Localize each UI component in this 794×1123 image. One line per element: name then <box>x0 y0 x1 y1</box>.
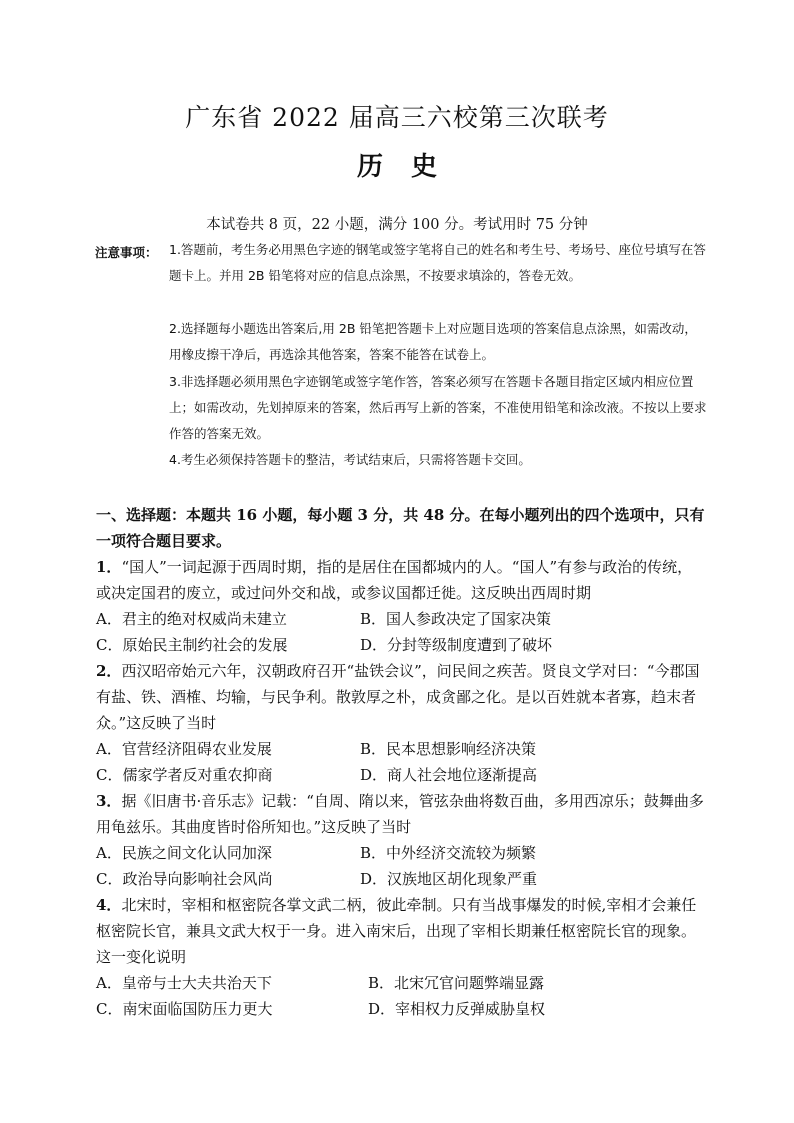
option-3d[interactable]: D．汉族地区胡化现象严重 <box>360 870 538 888</box>
option-3b[interactable]: B．中外经济交流较为频繁 <box>360 844 537 862</box>
question-3-stem <box>96 788 706 840</box>
notes-label: 注意事项： <box>95 245 158 260</box>
question-4-stem <box>96 892 706 970</box>
option-2a[interactable]: A．官营经济阻碍农业发展 <box>96 740 272 758</box>
exam-subject <box>0 146 794 183</box>
question-1-text: “国人”一词起源于西周时期，指的是居住在国都城内的人。“国人”有参与政治的传统，或决定国君的废立，或过问外交和战，或参议国都迁徙。这反映出西周时期 <box>96 558 693 602</box>
option-3a[interactable]: A．民族之间文化认同加深 <box>96 844 272 862</box>
option-3c[interactable]: C．政治导向影响社会风尚 <box>96 870 273 888</box>
option-4a[interactable]: A．皇帝与士大夫共治天下 <box>96 974 272 992</box>
question-1-number: 1． <box>96 558 122 576</box>
option-1b[interactable]: B．国人参政决定了国家决策 <box>360 610 552 628</box>
note-item-4: 4.考生必须保持答题卡的整洁，考试结束后，只需将答题卡交回。 <box>169 452 531 467</box>
note-item-1: 1.答题前，考生务必用黑色字迹的钢笔或签字笔将自己的姓名和考生号、考场号、座位号填写在答题卡上。并用 2B 铅笔将对应的信息点涂黑，不按要求填涂的，答卷无效。 <box>169 242 706 283</box>
option-2c[interactable]: C．儒家学者反对重农抑商 <box>96 766 273 784</box>
subject-char-1: 历 <box>356 152 383 182</box>
option-4d[interactable]: D．宰相权力反弹威胁皇权 <box>368 1000 546 1018</box>
question-2-stem <box>96 658 706 736</box>
option-2b[interactable]: B．民本思想影响经济决策 <box>360 740 537 758</box>
note-item-3: 3.非选择题必须用黑色字迹钢笔或签字笔作答，答案必须写在答题卡各题目指定区域内相应位置上；如需改动，先划掉原来的答案，然后再写上新的答案，不准使用铅笔和涂改液。不按以上要求作答的答案无效。 <box>169 374 707 441</box>
option-1c[interactable]: C．原始民主制约社会的发展 <box>96 636 288 654</box>
subject-char-2: 史 <box>411 152 438 182</box>
question-3-text: 据《旧唐书·音乐志》记载：“自周、隋以来，管弦杂曲将数百曲，多用西凉乐；鼓舞曲多用龟兹乐。其曲度皆时俗所知也。”这反映了当时 <box>96 792 704 836</box>
exam-title: 广东省 2022 届高三六校第三次联考 <box>185 103 609 132</box>
question-2-number: 2． <box>96 662 122 680</box>
exam-info: 本试卷共 8 页，22 小题，满分 100 分。考试用时 75 分钟 <box>206 217 588 233</box>
option-4b[interactable]: B．北宋冗官问题弊端显露 <box>368 974 545 992</box>
note-item-2: 2.选择题每小题选出答案后,用 2B 铅笔把答题卡上对应题目选项的答案信息点涂黑，如需改动，用橡皮擦干净后，再选涂其他答案，答案不能答在试卷上。 <box>169 321 697 362</box>
question-3-number: 3． <box>96 792 122 810</box>
question-4-text: 北宋时，宰相和枢密院各掌文武二柄，彼此牵制。只有当战事爆发的时候,宰相才会兼任枢密院长官，兼具文武大权于一身。进入南宋后，出现了宰相长期兼任枢密院长官的现象。这一变化说明 <box>96 896 697 966</box>
question-2-text: 西汉昭帝始元六年，汉朝政府召开“盐铁会议”，问民间之疾苦。贤良文学对曰：“今郡国有盐、铁、酒榷、均输，与民争利。散敦厚之朴，成贪鄙之化。是以百姓就本者寡，趋末者众。”这反映了当时 <box>96 662 700 732</box>
option-2d[interactable]: D．商人社会地位逐渐提高 <box>360 766 538 784</box>
question-1-stem <box>96 554 706 606</box>
question-4-number: 4． <box>96 896 122 914</box>
section-title: 一、选择题：本题共 16 小题，每小题 3 分，共 48 分。在每小题列出的四个选项中，只有一项符合题目要求。 <box>96 506 705 550</box>
option-1d[interactable]: D．分封等级制度遭到了破坏 <box>360 636 553 654</box>
option-1a[interactable]: A．君主的绝对权威尚未建立 <box>96 610 287 628</box>
option-4c[interactable]: C．南宋面临国防压力更大 <box>96 1000 273 1018</box>
